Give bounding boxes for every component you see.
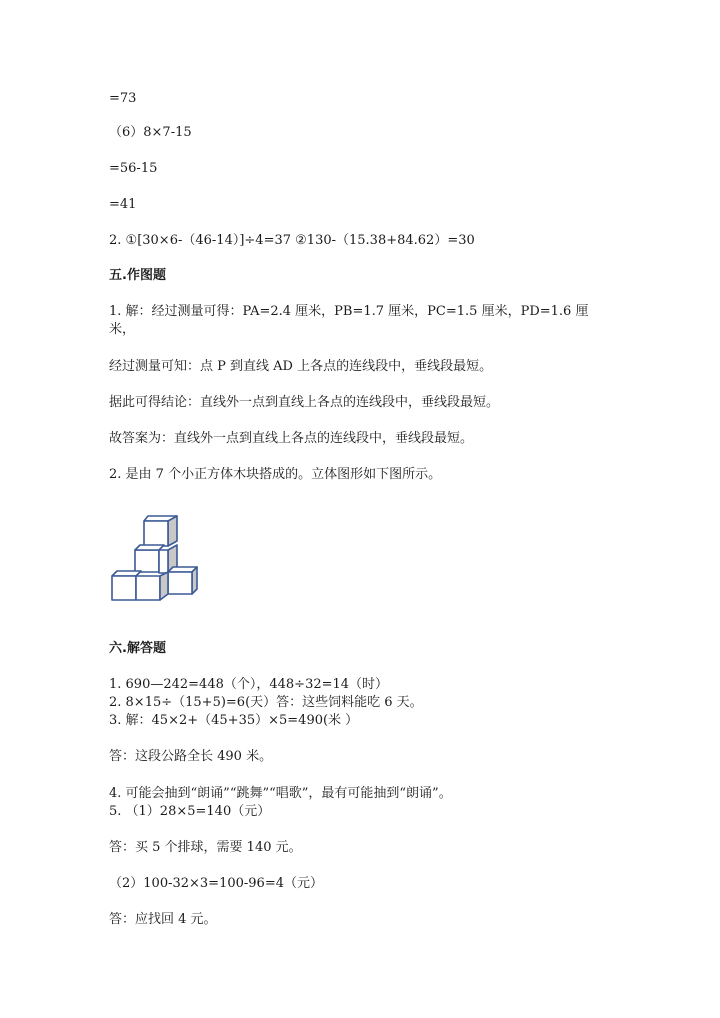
- text-line: （2）100-32×3=100-96=4（元）: [109, 876, 323, 891]
- section-heading: 五.作图题: [109, 268, 166, 283]
- text-line: =41: [109, 197, 137, 212]
- text-line: 5. （1）28×5=140（元）: [109, 804, 271, 819]
- text-line: （6）8×7-15: [109, 125, 192, 140]
- text-line: 米，: [109, 322, 136, 337]
- text-line: =56-15: [109, 161, 158, 176]
- text-line: 2. 8×15÷（15+5)=6(天）答：这些饲料能吃 6 天。: [109, 695, 423, 710]
- text-line: 2. ①[30×6-（46-14）]÷4=37 ②130-（15.38+84.62）=30: [109, 233, 475, 248]
- section-heading: 六.解答题: [109, 641, 166, 656]
- text-line: 4. 可能会抽到“朗诵”“跳舞”“唱歌”，最有可能抽到“朗诵”。: [109, 786, 452, 801]
- text-line: 3. 解：45×2+（45+35）×5=490(米 ）: [109, 713, 359, 728]
- text-line: 答：买 5 个排球，需要 140 元。: [109, 840, 302, 855]
- text-line: 据此可得结论：直线外一点到直线上各点的连线段中，垂线段最短。: [109, 395, 500, 410]
- text-line: 经过测量可知：点 P 到直线 AD 上各点的连线段中，垂线段最短。: [109, 359, 493, 374]
- stacked-cubes-figure: [110, 512, 202, 604]
- text-line: =73: [109, 91, 137, 106]
- text-line: 1. 解：经过测量可得：PA=2.4 厘米，PB=1.7 厘米，PC=1.5 厘米，PD=1.6 厘: [109, 304, 589, 319]
- text-line: 2. 是由 7 个小正方体木块搭成的。立体图形如下图所示。: [109, 467, 442, 482]
- text-line: 答：这段公路全长 490 米。: [109, 749, 273, 764]
- text-line: 答：应找回 4 元。: [109, 912, 217, 927]
- text-line: 1. 690—242=448（个），448÷32=14（时）: [109, 677, 389, 692]
- text-line: 故答案为：直线外一点到直线上各点的连线段中，垂线段最短。: [109, 431, 474, 446]
